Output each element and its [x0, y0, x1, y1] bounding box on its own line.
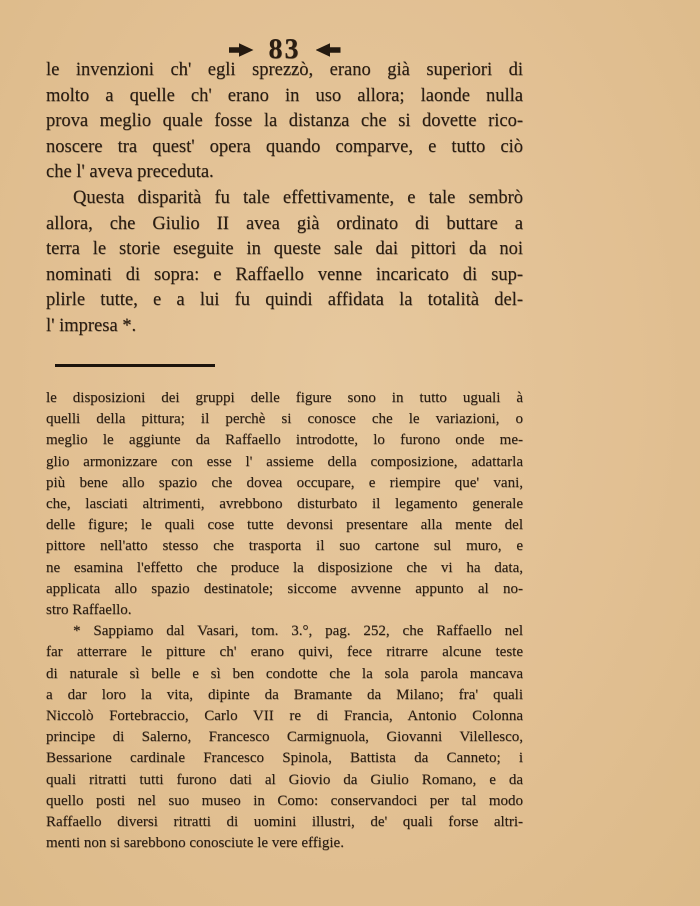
- text-line: applicata allo spazio destinatole; siccome avvenne appunto al no-: [46, 580, 523, 597]
- text-line: plirle tutte, e a lui fu quindi affidata la totalità del-: [46, 290, 523, 311]
- text-line: Raffaello diversi ritratti di uomini illustri, de' quali forse altri-: [46, 814, 523, 831]
- left-pointing-fist-icon: [316, 43, 341, 57]
- text-line: allora, che Giulio II avea già ordinato di buttare a: [46, 213, 523, 234]
- footnote-text: [46, 388, 523, 854]
- text-line: prova meglio quale fosse la distanza che si dovette rico-: [46, 111, 523, 132]
- text-line: nominati di sopra: e Raffaello venne incaricato di sup-: [46, 264, 523, 285]
- text-line: principe di Salerno, Francesco Carmignuola, Giovanni Vilellesco,: [46, 729, 523, 746]
- text-line: menti non si sarebbono conosciute le vere effigie.: [46, 835, 344, 852]
- text-line: che l' aveva preceduta.: [46, 162, 214, 183]
- footnote-separator-rule: [55, 364, 215, 367]
- text-line: le invenzioni ch' egli sprezzò, erano già superiori di: [46, 60, 523, 80]
- text-line: di naturale sì belle e sì ben condotte che la sola parola mancava: [46, 665, 523, 682]
- text-line: Questa disparità fu tale effettivamente, e tale sembrò: [73, 187, 523, 208]
- text-line: quali ritratti tutti furono dati al Giovio da Giulio Romano, e da: [46, 771, 523, 788]
- footnote-paragraph-1: [46, 388, 523, 621]
- main-text: [46, 58, 523, 340]
- text-line: delle figure; le quali cose tutte devonsi presentare alla mente del: [46, 517, 523, 534]
- text-line: le disposizioni dei gruppi delle figure sono in tutto uguali à: [46, 390, 523, 406]
- paragraph-1: [46, 58, 523, 186]
- text-line: pittore nell'atto stesso che trasporta il suo cartone sul muro, e: [46, 538, 523, 555]
- text-line: a dar loro la vita, dipinte da Bramante da Milano; fra' quali: [46, 686, 523, 703]
- footnote-paragraph-2: [46, 621, 523, 854]
- text-line: noscere tra quest' opera quando comparve, e tutto ciò: [46, 136, 523, 157]
- text-line: far atterrare le pitture ch' erano quivi, fece ritrarre alcune teste: [46, 644, 523, 661]
- text-line: l' impresa *.: [46, 315, 137, 336]
- text-line: che, lasciati altrimenti, avrebbono disturbato il legamento generale: [46, 496, 523, 513]
- text-line: meglio le aggiunte da Raffaello introdotte, lo furono onde me-: [46, 432, 523, 449]
- right-pointing-fist-icon: [229, 43, 254, 57]
- text-line: stro Raffaello.: [46, 602, 132, 619]
- text-line: Niccolò Fortebraccio, Carlo VII re di Francia, Antonio Colonna: [46, 708, 523, 725]
- text-line: quello posti nel suo museo in Como: conservandoci per tal modo: [46, 792, 523, 809]
- paragraph-2: [46, 186, 523, 340]
- text-line: glio armonizzare con esse l' assieme della composizione, adattarla: [46, 453, 523, 470]
- text-line: terra le storie eseguite in queste sale dai pittori da noi: [46, 239, 523, 260]
- text-line: più bene allo spazio che dovea occupare, e riempire que' vani,: [46, 474, 523, 491]
- text-line: Bessarione cardinale Francesco Spinola, Battista da Canneto; i: [46, 750, 523, 767]
- text-line: molto a quelle ch' erano in uso allora; laonde nulla: [46, 85, 523, 106]
- text-line: quelli della pittura; il perchè si conosce che le variazioni, o: [46, 411, 523, 428]
- text-line: * Sappiamo dal Vasari, tom. 3.°, pag. 252, che Raffaello nel: [73, 623, 523, 640]
- text-line: ne esamina l'effetto che produce la disposizione che vi ha data,: [46, 559, 523, 576]
- page-number: 83: [268, 34, 301, 65]
